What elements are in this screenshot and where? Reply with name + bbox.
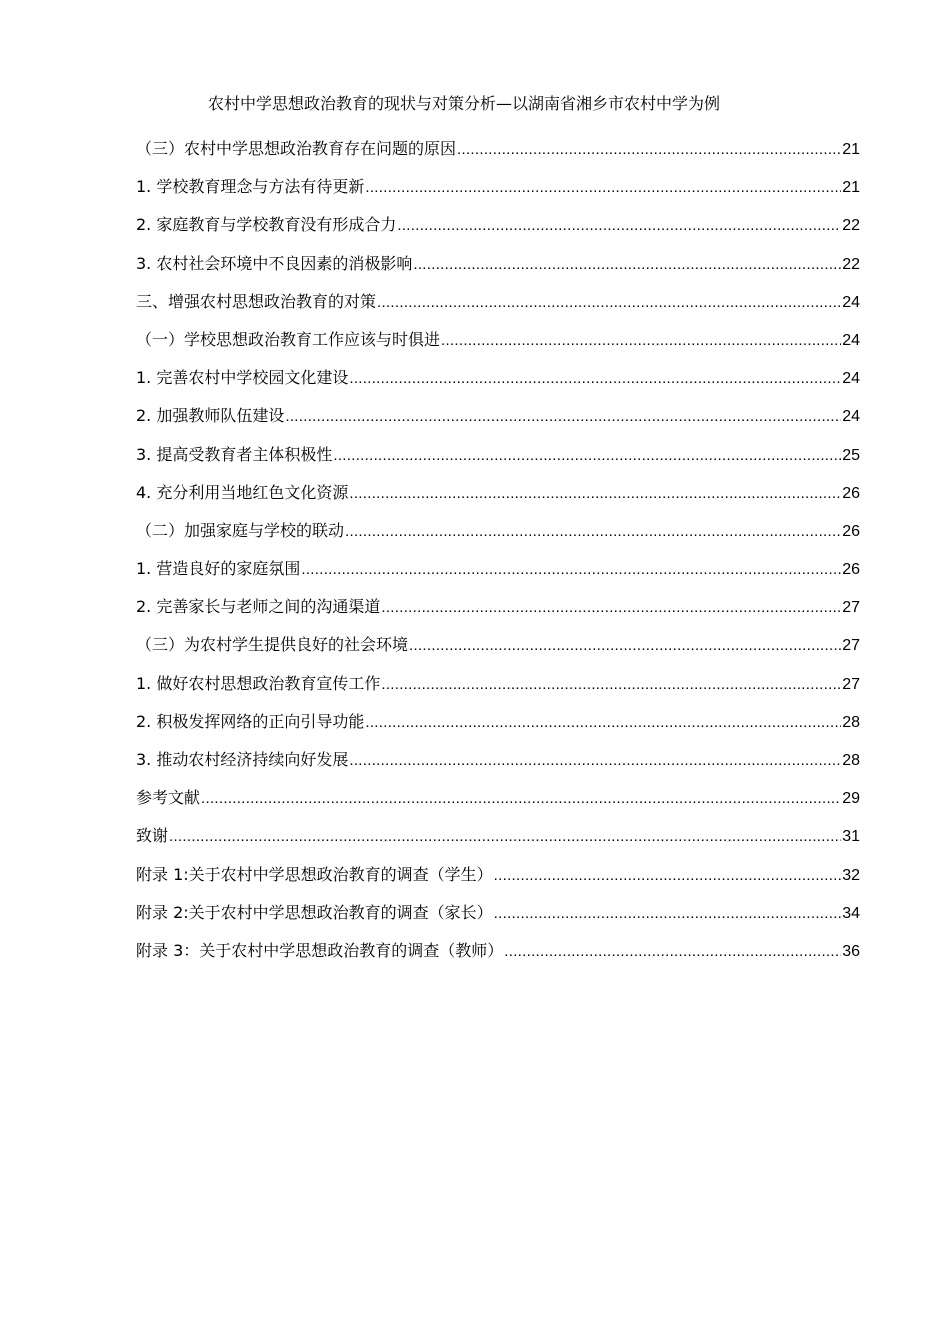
toc-dot-leader xyxy=(397,214,841,238)
toc-entry[interactable] xyxy=(136,672,860,710)
running-header: 农村中学思想政治教育的现状与对策分析—以湖南省湘乡市农村中学为例 xyxy=(208,94,721,113)
toc-dot-leader xyxy=(409,634,841,658)
toc-entry[interactable] xyxy=(136,786,860,824)
toc-entry-page-number: 29 xyxy=(842,790,860,808)
toc-entry-page-number: 21 xyxy=(842,141,860,158)
toc-entry-title: 1. 做好农村思想政治教育宣传工作 xyxy=(136,673,381,693)
toc-entry-title: 2. 家庭教育与学校教育没有形成合力 xyxy=(136,215,397,235)
toc-entry-section-number: （三） xyxy=(136,635,185,655)
toc-entry-title: 3. 农村社会环境中不良因素的消极影响 xyxy=(136,253,413,273)
toc-entry-page-number: 27 xyxy=(842,599,860,617)
toc-dot-leader xyxy=(349,482,841,506)
toc-entry-page-number: 27 xyxy=(842,637,860,655)
toc-entry-page-number: 32 xyxy=(842,866,860,884)
toc-dot-leader xyxy=(285,405,841,429)
toc-entry[interactable] xyxy=(136,213,860,251)
toc-entry-title: 三、增强农村思想政治教育的对策 xyxy=(136,291,377,311)
toc-dot-leader xyxy=(365,711,841,735)
toc-entry-page-number: 26 xyxy=(842,484,860,502)
toc-entry-title: 2. 加强教师队伍建设 xyxy=(136,406,285,426)
toc-dot-leader xyxy=(494,864,842,888)
toc-entry-title: 加强家庭与学校的联动 xyxy=(184,520,345,540)
toc-entry-title: 附录 1:关于农村中学思想政治教育的调查（学生） xyxy=(136,864,493,884)
toc-entry[interactable] xyxy=(136,252,860,290)
toc-entry-page-number: 26 xyxy=(842,522,860,540)
toc-entry-title: 3. 推动农村经济持续向好发展 xyxy=(136,750,349,769)
toc-entry-page-number: 27 xyxy=(842,675,860,693)
toc-entry[interactable] xyxy=(136,290,860,328)
toc-entry[interactable] xyxy=(136,710,860,748)
toc-entry-page-number: 24 xyxy=(842,331,860,349)
toc-entry-page-number: 24 xyxy=(842,370,860,388)
toc-entry[interactable] xyxy=(136,137,860,175)
toc-entry[interactable] xyxy=(136,328,860,366)
toc-entry[interactable] xyxy=(136,481,860,519)
toc-entry-page-number: 28 xyxy=(842,713,860,731)
toc-entry-page-number: 25 xyxy=(842,446,860,464)
toc-dot-leader xyxy=(441,329,841,353)
toc-entry[interactable] xyxy=(136,519,860,557)
toc-entry-page-number: 31 xyxy=(842,828,860,846)
toc-entry-title: 3. 提高受教育者主体积极性 xyxy=(136,444,333,464)
toc-entry[interactable] xyxy=(136,939,860,977)
toc-entry-section-number: （二） xyxy=(136,520,185,540)
toc-entry-title: 参考文献 xyxy=(136,788,201,808)
toc-entry-page-number: 36 xyxy=(842,942,860,960)
toc-entry-title: 为农村学生提供良好的社会环境 xyxy=(184,635,409,655)
toc-entry-page-number: 22 xyxy=(842,255,860,273)
toc-entry-section-number: （三） xyxy=(136,139,185,158)
toc-dot-leader xyxy=(504,940,841,964)
toc-dot-leader xyxy=(333,444,841,468)
toc-dot-leader xyxy=(349,749,841,773)
toc-entry[interactable] xyxy=(136,366,860,404)
toc-dot-leader xyxy=(457,138,841,162)
toc-entry-title: 4. 充分利用当地红色文化资源 xyxy=(136,482,349,502)
toc-entry-page-number: 24 xyxy=(842,408,860,426)
toc-dot-leader xyxy=(381,596,841,620)
toc-entry-title: 致谢 xyxy=(136,826,169,846)
toc-entry[interactable] xyxy=(136,404,860,442)
toc-entry-page-number: 34 xyxy=(842,904,860,922)
toc-dot-leader xyxy=(494,902,842,926)
toc-entry-page-number: 26 xyxy=(842,561,860,579)
toc-entry-page-number: 22 xyxy=(842,217,860,235)
table-of-contents xyxy=(136,137,860,977)
toc-entry-page-number: 24 xyxy=(842,293,860,311)
toc-dot-leader xyxy=(413,253,841,277)
toc-entry-title: 2. 完善家长与老师之间的沟通渠道 xyxy=(136,597,381,617)
toc-entry[interactable] xyxy=(136,863,860,901)
toc-dot-leader xyxy=(381,673,841,697)
toc-entry-title: 附录 2:关于农村中学思想政治教育的调查（家长） xyxy=(136,902,493,922)
toc-entry-title: 1. 营造良好的家庭氛围 xyxy=(136,559,301,579)
toc-dot-leader xyxy=(349,367,841,391)
toc-entry-title: 1. 学校教育理念与方法有待更新 xyxy=(136,177,365,197)
toc-dot-leader xyxy=(301,558,841,582)
toc-entry-page-number: 21 xyxy=(842,179,860,197)
toc-entry-title: 附录 3：关于农村中学思想政治教育的调查（教师） xyxy=(136,940,504,960)
toc-dot-leader xyxy=(377,291,841,315)
toc-entry[interactable] xyxy=(136,175,860,213)
toc-entry[interactable] xyxy=(136,901,860,939)
toc-dot-leader xyxy=(201,787,841,811)
toc-entry[interactable] xyxy=(136,595,860,633)
toc-entry-title: 2. 积极发挥网络的正向引导功能 xyxy=(136,711,365,731)
toc-dot-leader xyxy=(365,176,841,200)
toc-entry-title: 1. 完善农村中学校园文化建设 xyxy=(136,368,349,388)
toc-entry[interactable] xyxy=(136,443,860,481)
toc-entry[interactable] xyxy=(136,824,860,862)
toc-entry[interactable] xyxy=(136,633,860,671)
toc-entry-page-number: 28 xyxy=(842,752,860,769)
toc-entry[interactable] xyxy=(136,557,860,595)
toc-dot-leader xyxy=(169,825,841,849)
toc-entry[interactable] xyxy=(136,748,860,786)
toc-entry-section-number: （一） xyxy=(136,329,185,349)
toc-entry-title: 学校思想政治教育工作应该与时俱进 xyxy=(184,329,441,349)
toc-dot-leader xyxy=(345,520,841,544)
toc-entry-title: 农村中学思想政治教育存在问题的原因 xyxy=(184,139,457,158)
